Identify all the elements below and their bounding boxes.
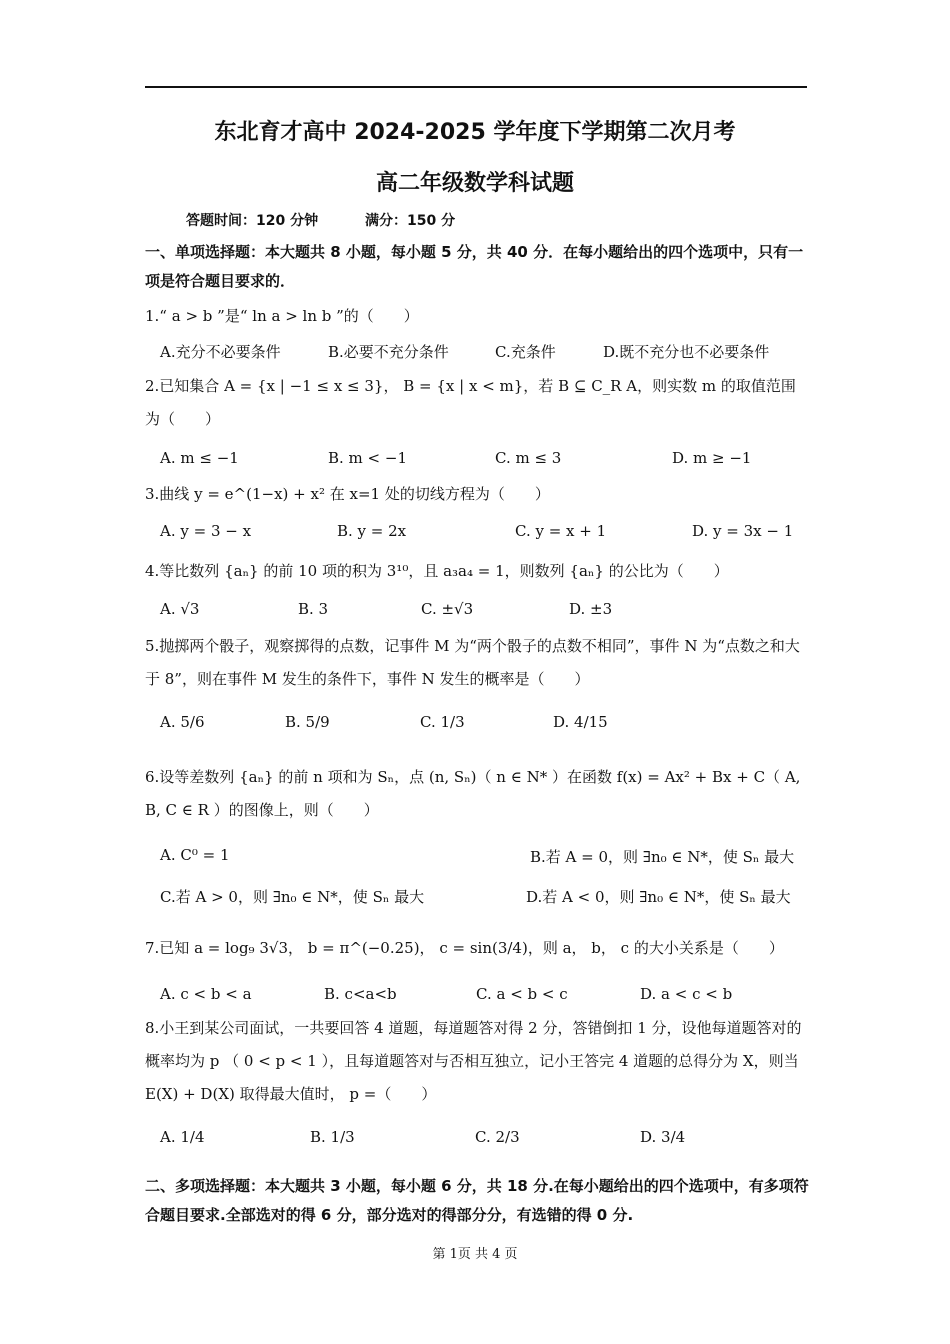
exam-meta — [186, 210, 455, 230]
option-c: C.若 A > 0，则 ∃n₀ ∈ N*，使 Sₙ 最大 — [160, 888, 425, 906]
option-b: B.必要不充分条件 — [328, 343, 449, 361]
exam-subtitle: 高二年级数学科试题 — [375, 171, 574, 196]
option-c: C. 1/3 — [420, 713, 465, 731]
option-b: B. c<a<b — [324, 985, 397, 1003]
question-6-options-row1 — [160, 846, 810, 874]
question-3-stem: 3.曲线 y = e^(1−x) + x² 在 x=1 处的切线方程为（ ） — [145, 485, 550, 503]
option-c: C. m ≤ 3 — [495, 449, 562, 467]
option-b: B. y = 2x — [337, 522, 407, 540]
question-7-stem: 7.已知 a = log₉ 3√3， b = π^(−0.25)， c = sin(3/4)，则 a， b， c 的大小关系是（ ） — [145, 939, 784, 957]
question-1-options — [160, 341, 810, 369]
exam-score: 满分：150 分 — [364, 213, 456, 229]
question-4-stem: 4.等比数列 {aₙ} 的前 10 项的积为 3¹⁰，且 a₃a₄ = 1，则数列 {aₙ} 的公比为（ ） — [145, 562, 729, 580]
option-b: B. m < −1 — [328, 449, 407, 467]
question-5-options — [160, 713, 810, 741]
option-c: C. a < b < c — [476, 985, 568, 1003]
page-footer: 第 1页 共 4 页 — [432, 1247, 518, 1262]
option-a: A.充分不必要条件 — [160, 343, 281, 361]
option-a: A. C⁰ = 1 — [160, 846, 230, 864]
question-3-options — [160, 522, 810, 550]
option-b: B. 3 — [298, 600, 329, 618]
option-b: B.若 A = 0，则 ∃n₀ ∈ N*，使 Sₙ 最大 — [530, 848, 795, 866]
section2-heading: 二、多项选择题：本大题共 3 小题，每小题 6 分，共 18 分.在每小题给出的四个选项中，有多项符合题目要求.全部选对的得 6 分，部分选对的得部分分，有选错的得 0 分. — [145, 1177, 809, 1224]
question-4-options — [160, 600, 810, 628]
section1-heading: 一、单项选择题：本大题共 8 小题，每小题 5 分，共 40 分．在每小题给出的四个选项中，只有一项是符合题目要求的． — [145, 243, 804, 290]
option-a: A. y = 3 − x — [160, 522, 252, 540]
question-6-stem: 6.设等差数列 {aₙ} 的前 n 项和为 Sₙ，点 (n, Sₙ)（ n ∈ N* ）在函数 f(x) = Ax² + Bx + C（ A, B, C ∈ R ）的图像上，则（ ） — [145, 768, 801, 819]
option-c: C. ±√3 — [421, 600, 474, 618]
question-8-options — [160, 1128, 810, 1156]
exam-time: 答题时间：120 分钟 — [186, 213, 319, 229]
question-2-stem: 2.已知集合 A = {x | −1 ≤ x ≤ 3}， B = {x | x < m}，若 B ⊆ C_R A，则实数 m 的取值范围为（ ） — [145, 377, 796, 428]
option-d: D.既不充分也不必要条件 — [603, 343, 770, 361]
option-c: C. y = x + 1 — [515, 522, 607, 540]
option-a: A. c < b < a — [160, 985, 252, 1003]
option-b: B. 5/9 — [285, 713, 330, 731]
option-d: D. 3/4 — [640, 1128, 686, 1146]
option-a: A. m ≤ −1 — [160, 449, 239, 467]
option-d: D. y = 3x − 1 — [692, 522, 794, 540]
option-a: A. 1/4 — [160, 1128, 205, 1146]
option-a: A. √3 — [160, 600, 200, 618]
option-d: D.若 A < 0，则 ∃n₀ ∈ N*，使 Sₙ 最大 — [526, 888, 791, 906]
question-5-stem: 5.抛掷两个骰子，观察掷得的点数，记事件 M 为“两个骰子的点数不相同”，事件 N 为“点数之和大于 8”，则在事件 M 发生的条件下，事件 N 发生的概率是（ ） — [145, 637, 800, 688]
top-rule — [145, 86, 807, 88]
question-2-options — [160, 449, 810, 477]
option-d: D. a < c < b — [640, 985, 733, 1003]
option-c: C. 2/3 — [475, 1128, 520, 1146]
option-b: B. 1/3 — [310, 1128, 355, 1146]
question-7-options — [160, 985, 810, 1013]
option-c: C.充条件 — [495, 343, 556, 361]
question-8-stem: 8.小王到某公司面试，一共要回答 4 道题，每道题答对得 2 分，答错倒扣 1 分，设他每道题答对的概率均为 p （ 0 < p < 1 ），且每道题答对与否相互独立，记小王答完 4 道题的总得分为 X，则当 E(X) + D(X) 取得最大值时， p =（ ） — [145, 1019, 802, 1103]
option-d: D. m ≥ −1 — [672, 449, 752, 467]
question-1-stem: 1.“ a > b ”是“ ln a > ln b ”的（ ） — [145, 307, 419, 325]
option-d: D. ±3 — [569, 600, 613, 618]
question-6-options-row2 — [160, 886, 810, 914]
option-d: D. 4/15 — [553, 713, 608, 731]
exam-title: 东北育才高中 2024-2025 学年度下学期第二次月考 — [214, 120, 736, 145]
option-a: A. 5/6 — [160, 713, 205, 731]
